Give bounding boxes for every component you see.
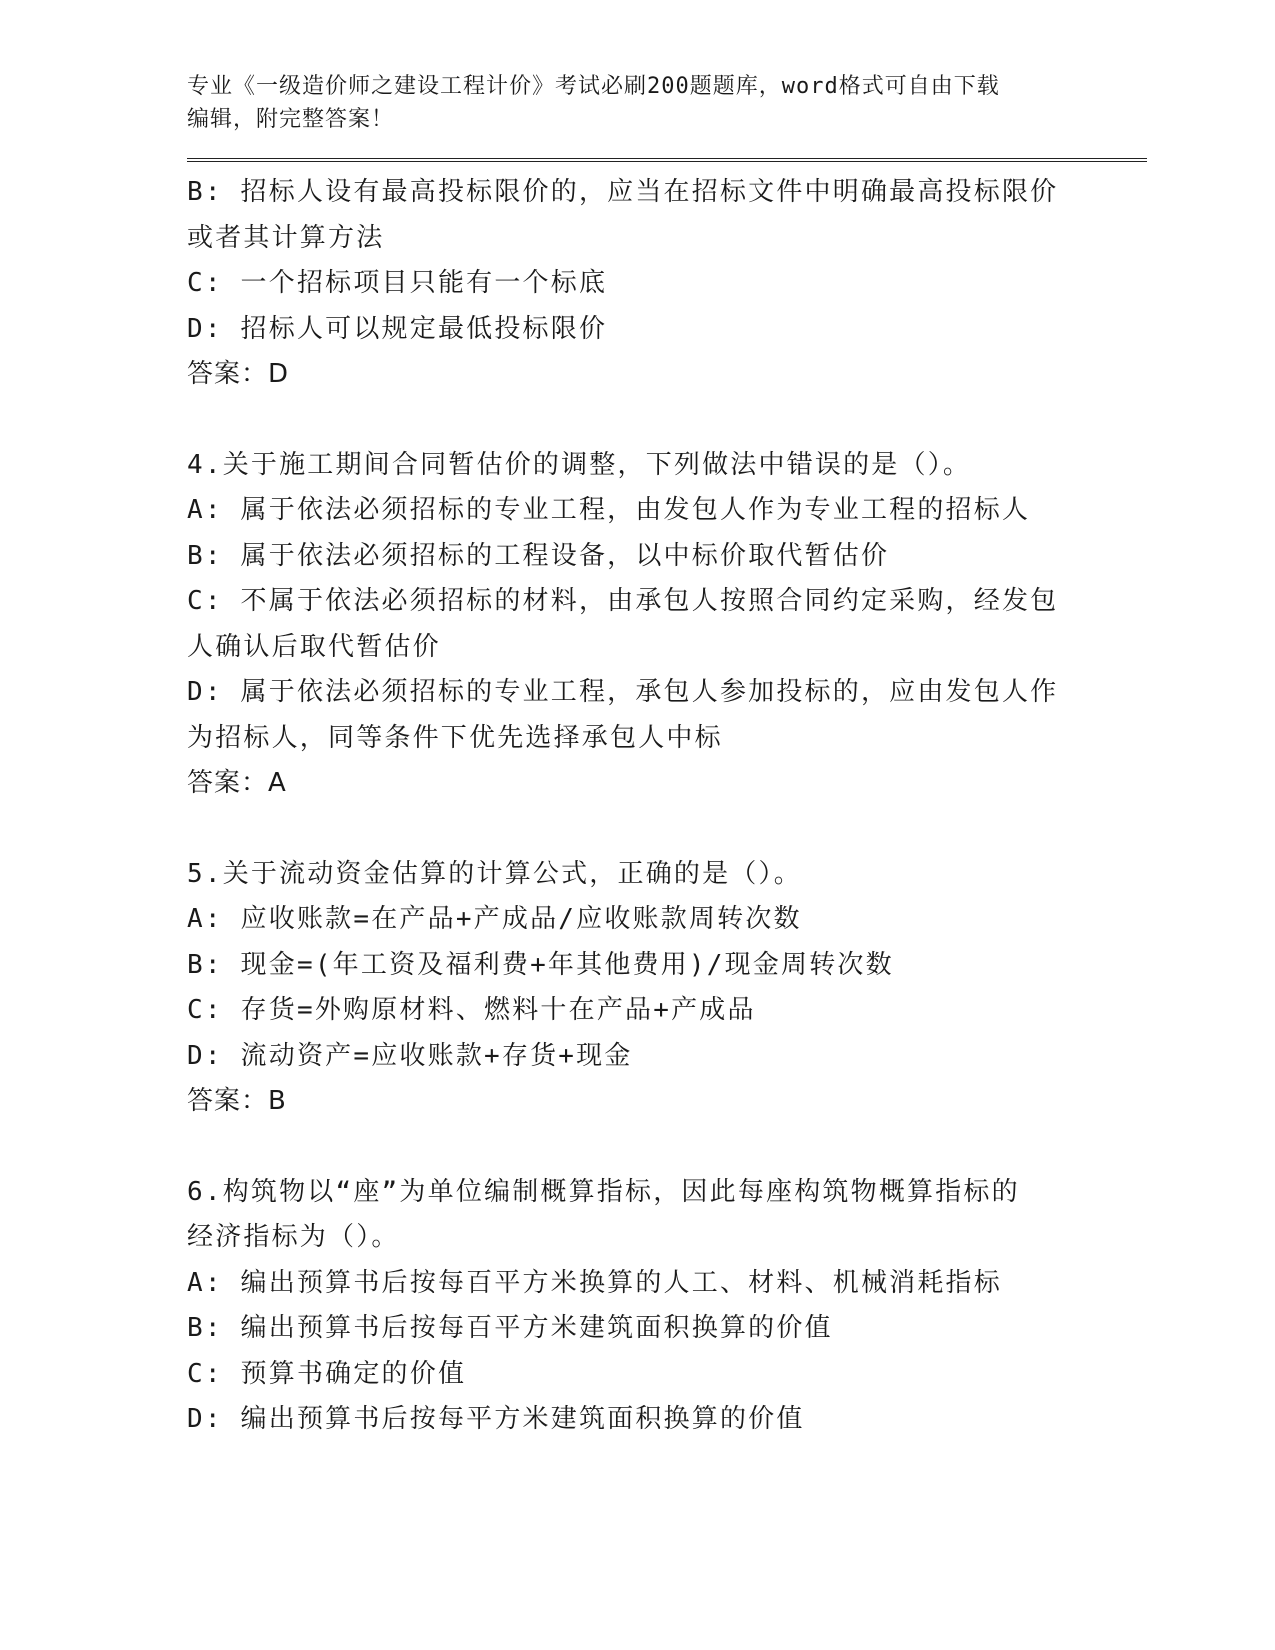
option-c: C: 预算书确定的价值 bbox=[187, 1358, 467, 1389]
document-page bbox=[187, 70, 1147, 1443]
question-3-continued bbox=[187, 170, 1147, 398]
question-stem-continued: 经济指标为（）。 bbox=[187, 1222, 400, 1252]
option-c-continued: 人确认后取代暂估价 bbox=[187, 631, 441, 662]
option-c: C: 一个招标项目只能有一个标底 bbox=[187, 268, 608, 298]
option-c: C: 不属于依法必须招标的材料，由承包人按照合同约定采购，经发包 bbox=[187, 586, 1059, 616]
answer-line: 答案：A bbox=[187, 768, 287, 798]
question-6 bbox=[187, 1170, 1147, 1443]
option-d: D: 流动资产=应收账款+存货+现金 bbox=[187, 1040, 633, 1071]
question-stem: 5.关于流动资金估算的计算公式，正确的是（）。 bbox=[187, 858, 802, 889]
question-4 bbox=[187, 443, 1147, 807]
document-header bbox=[187, 70, 1067, 136]
question-5 bbox=[187, 852, 1147, 1125]
answer-line: 答案：D bbox=[187, 359, 290, 389]
option-b: B: 编出预算书后按每百平方米建筑面积换算的价值 bbox=[187, 1313, 833, 1343]
option-a: A: 应收账款=在产品+产成品/应收账款周转次数 bbox=[187, 904, 802, 934]
option-b: B: 属于依法必须招标的工程设备，以中标价取代暂估价 bbox=[187, 540, 890, 571]
answer-line: 答案：B bbox=[187, 1086, 287, 1116]
option-d-continued: 为招标人，同等条件下优先选择承包人中标 bbox=[187, 722, 723, 753]
option-a: A: 属于依法必须招标的专业工程，由发包人作为专业工程的招标人 bbox=[187, 495, 1031, 525]
option-c: C: 存货=外购原材料、燃料十在产品+产成品 bbox=[187, 995, 756, 1025]
header-divider bbox=[187, 158, 1147, 162]
option-b-continued: 或者其计算方法 bbox=[187, 222, 385, 253]
option-b: B: 招标人设有最高投标限价的，应当在招标文件中明确最高投标限价 bbox=[187, 177, 1059, 207]
header-line-2: 编辑，附完整答案！ bbox=[187, 107, 395, 132]
document-content bbox=[187, 170, 1147, 1443]
option-d: D: 招标人可以规定最低投标限价 bbox=[187, 313, 608, 344]
option-b: B: 现金=(年工资及福利费+年其他费用)/现金周转次数 bbox=[187, 949, 894, 980]
header-line-1: 专业《一级造价师之建设工程计价》考试必刷200题题库，word格式可自由下载 bbox=[187, 74, 1000, 99]
option-d: D: 编出预算书后按每平方米建筑面积换算的价值 bbox=[187, 1404, 805, 1434]
option-a: A: 编出预算书后按每百平方米换算的人工、材料、机械消耗指标 bbox=[187, 1267, 1002, 1298]
question-stem: 6.构筑物以“座”为单位编制概算指标，因此每座构筑物概算指标的 bbox=[187, 1176, 1020, 1207]
option-d: D: 属于依法必须招标的专业工程，承包人参加投标的，应由发包人作 bbox=[187, 677, 1059, 707]
question-stem: 4.关于施工期间合同暂估价的调整，下列做法中错误的是（）。 bbox=[187, 449, 972, 480]
